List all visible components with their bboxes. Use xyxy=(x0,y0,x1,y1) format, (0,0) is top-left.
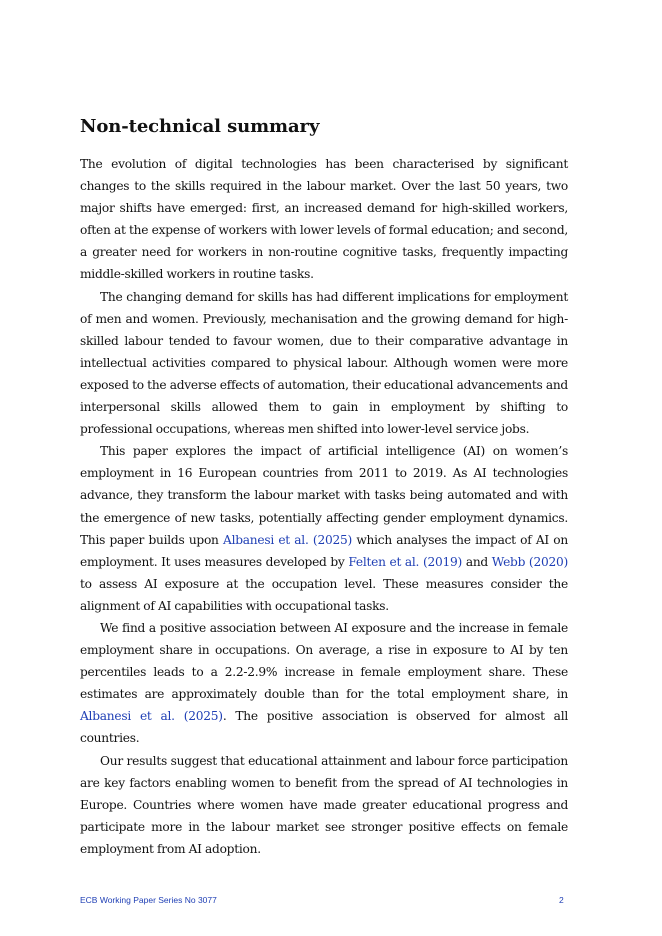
footer-series: ECB Working Paper Series No 3077 xyxy=(80,895,217,905)
paragraph-2: The changing demand for skills has had different implications for employment of men and women. Previously, mechanisation and the growing demand for high-skilled labour tended to favour women, due to their comparative advantage in intellectual activities compared to physical labour. Although women were more exposed to the adverse effects of automation, their educational advancements and interpersonal skills allowed them to gain in employment by shifting to professional occupations, whereas men shifted into lower-level service jobs. xyxy=(80,289,568,437)
paragraph-4 xyxy=(80,617,568,750)
paragraph-3-text-c: and xyxy=(462,554,492,569)
section-title: Non-technical summary xyxy=(80,116,320,137)
citation-felten-link[interactable]: Felten et al. (2019) xyxy=(348,554,463,569)
citation-webb-link[interactable]: Webb (2020) xyxy=(491,554,568,569)
paragraph-3-text-b: which analyses the impact of AI on employment. It uses measures developed by xyxy=(80,532,568,569)
paragraph-3 xyxy=(80,440,568,617)
paragraph-5: Our results suggest that educational attainment and labour force participation are key factors enabling women to benefit from the spread of AI technologies in Europe. Countries where women have made greater educational progress and participate more in the labour market see stronger positive effects on female employment from AI adoption. xyxy=(80,753,568,856)
footer-page-number: 2 xyxy=(559,895,564,905)
paragraph-4-text-a: We find a positive association between AI exposure and the increase in female employment share in occupations. On average, a rise in exposure to AI by ten percentiles leads to a 2.2-2.9% increase in female employment share. These estimates are approximately double than for the total employment share, in xyxy=(80,620,568,702)
paragraph-1: The evolution of digital technologies has been characterised by significant changes to the skills required in the labour market. Over the last 50 years, two major shifts have emerged: first, an increased demand for high-skilled workers, often at the expense of workers with lower levels of formal education; and second, a greater need for workers in non-routine cognitive tasks, frequently impacting middle-skilled workers in routine tasks. xyxy=(80,157,568,282)
paragraph-3-text-d: to assess AI exposure at the occupation level. These measures consider the alignment of AI capabilities with occupational tasks. xyxy=(80,576,568,613)
paragraph-4-text-b: . The positive association is observed for almost all countries. xyxy=(80,709,568,746)
citation-albanesi-link[interactable]: Albanesi et al. (2025) xyxy=(223,532,352,547)
paragraph-3-text-a: This paper explores the impact of artificial intelligence (AI) on women’s employment in 16 European countries from 2011 to 2019. As AI technologies advance, they transform the labour market with tasks being automated and with the emergence of new tasks, potentially affecting gender employment dynamics. This paper builds upon xyxy=(80,444,568,547)
citation-albanesi-link-2[interactable]: Albanesi et al. (2025) xyxy=(80,709,223,724)
summary-body xyxy=(80,153,568,860)
